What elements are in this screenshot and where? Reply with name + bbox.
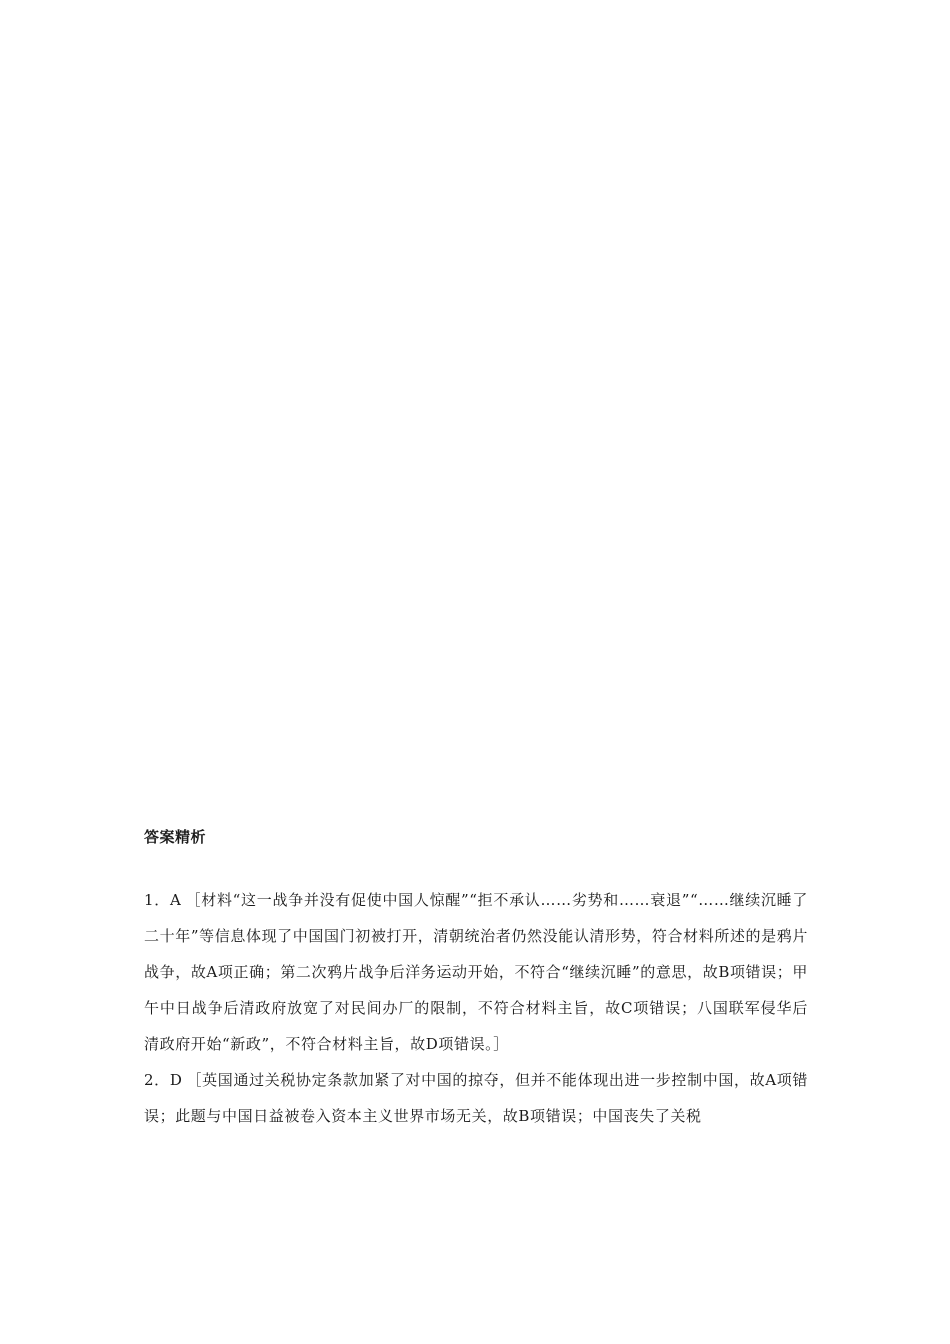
answer-text: ［英国通过关税协定条款加紧了对中国的掠夺，但并不能体现出进一步控制中国，故A项错误；此题与中国日益被卷入资本主义世界市场无关，故B项错误；中国丧失了关税 [144,1071,809,1125]
answer-list [144,882,808,1134]
answer-number: 2．D [144,1071,183,1089]
answer-number: 1．A [144,891,182,909]
answer-text: ［材料“这一战争并没有促使中国人惊醒”“拒不承认……劣势和……衰退”“……继续沉睡了二十年”等信息体现了中国国门初被打开，清朝统治者仍然没能认清形势，符合材料所述的是鸦片战争，故A项正确；第二次鸦片战争后洋务运动开始，不符合“继续沉睡”的意思，故B项错误；甲午中日战争后清政府放宽了对民间办厂的限制，不符合材料主旨，故C项错误；八国联军侵华后清政府开始“新政”，不符合材料主旨，故D项错误。］ [144,891,808,1053]
answer-item [144,1062,808,1134]
section-heading: 答案精析 [144,828,207,846]
answer-item [144,882,808,1062]
